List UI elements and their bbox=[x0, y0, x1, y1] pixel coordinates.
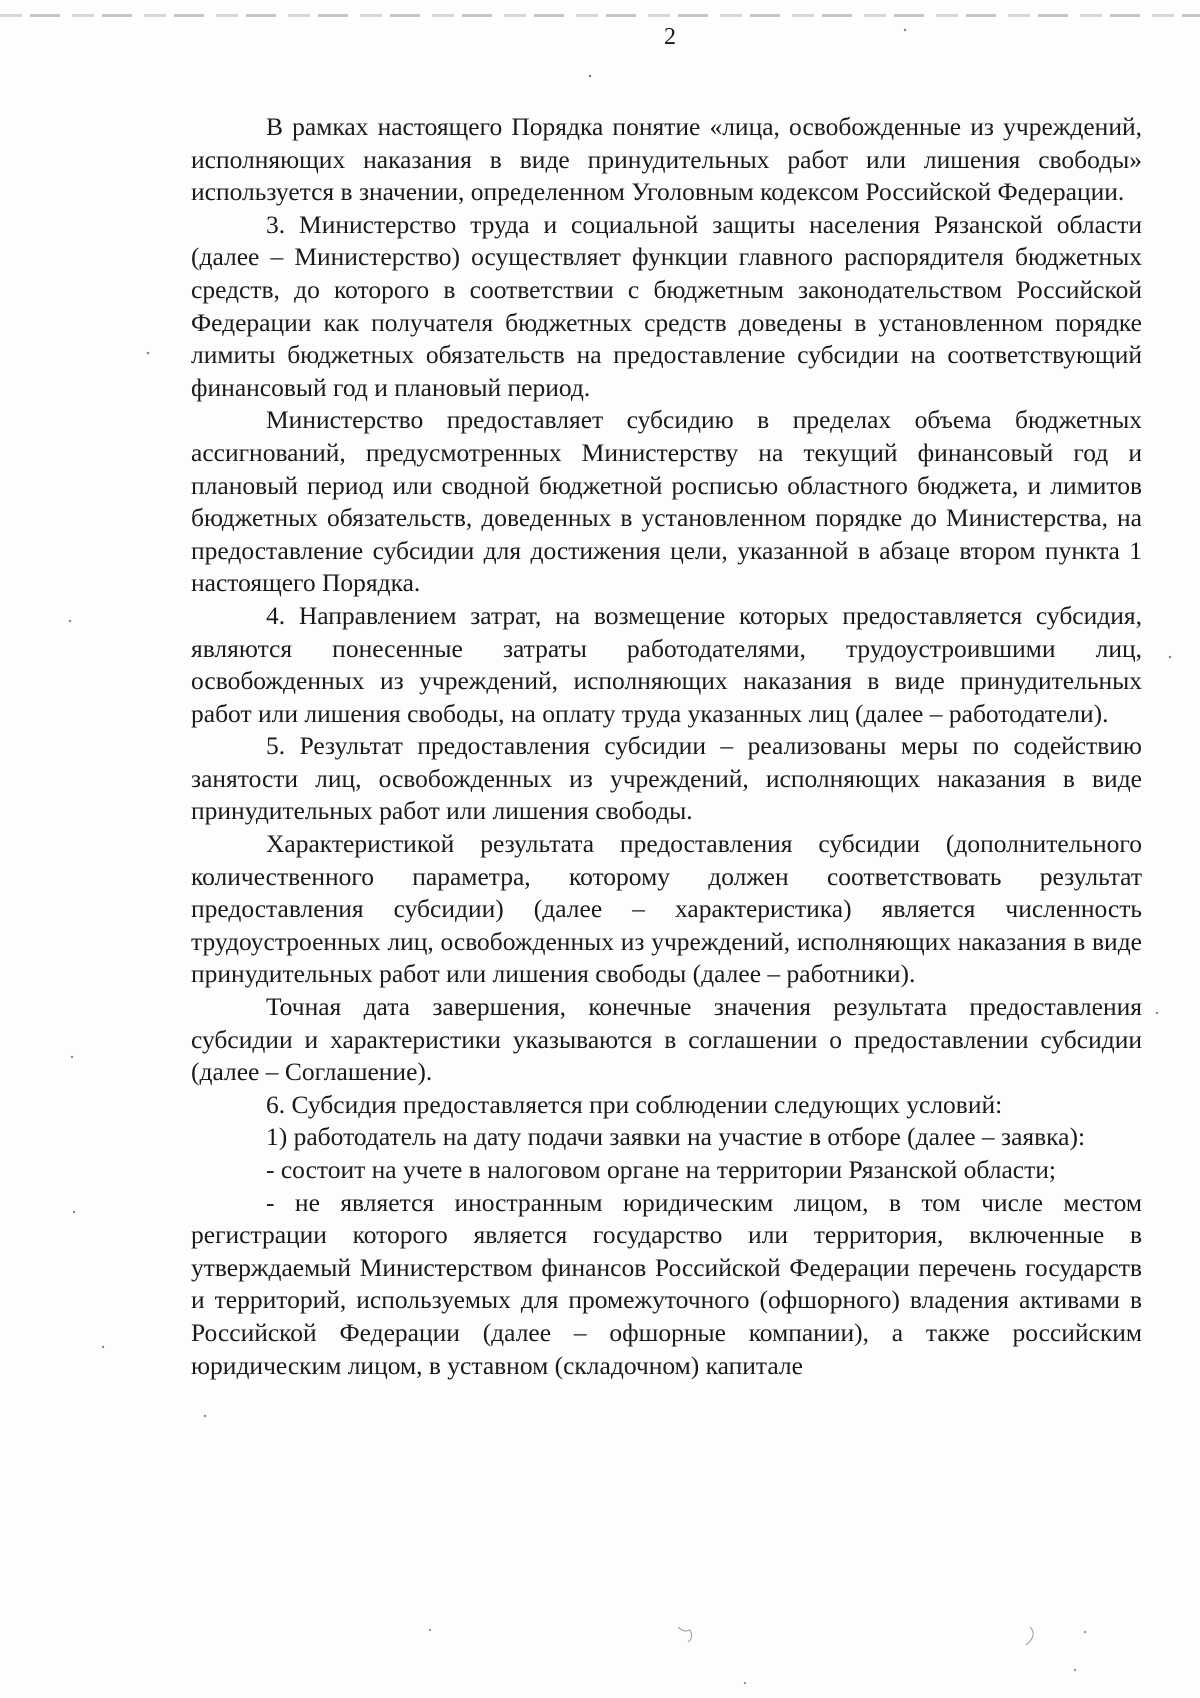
paragraph-bullet-offshore: - не является иностранным юридическим лицом, в том числе местом регистрации которого является государство или территория, включенные в утверждаемый Министерством финансов Российской Федерации перечень государств и территорий, используемых для промежуточного (офшорного) владения активами в Российской Федерации (далее – офшорные компании), а также российским юридическим лицом, в уставном (складочном) капитале bbox=[191, 1187, 1142, 1380]
paragraph-completion-date: Точная дата завершения, конечные значения результата предоставления субсидии и характеристики указываются в соглашении о предоставлении субсидии (далее – Соглашение). bbox=[191, 992, 1142, 1087]
paragraph-item-5: 5. Результат предоставления субсидии – реализованы меры по содействию занятости лиц, освобожденных из учреждений, исполняющих наказания в виде принудительных работ или лишения свободы. bbox=[191, 731, 1142, 826]
page-number: 2 bbox=[664, 24, 676, 50]
paragraph-subitem-1: 1) работодатель на дату подачи заявки на участие в отборе (далее – заявка): bbox=[266, 1122, 1086, 1152]
paragraph-definition: В рамках настоящего Порядка понятие «лица, освобожденные из учреждений, исполняющих наказания в виде принудительных работ или лишения свободы» используется в значении, определенном Уголовным кодексом Российской Федерации. bbox=[191, 112, 1142, 207]
scan-top-edge bbox=[0, 14, 1200, 17]
paragraph-item-4: 4. Направлением затрат, на возмещение которых предоставляется субсидия, являются понесенные затраты работодателями, трудоустроившими лиц, освобожденных из учреждений, исполняющих наказания в виде принудительных работ или лишения свободы, на оплату труда указанных лиц (далее – работодатели). bbox=[191, 600, 1142, 728]
paragraph-item-3: 3. Министерство труда и социальной защиты населения Рязанской области (далее – Министерство) осуществляет функции главного распорядителя бюджетных средств, до которого в соответствии с бюджетным законодательством Российской Федерации как получателя бюджетных средств доведены в установленном порядке лимиты бюджетных обязательств на предоставление субсидии на соответствующий финансовый год и плановый период. bbox=[191, 209, 1142, 402]
paragraph-characteristic: Характеристикой результата предоставления субсидии (дополнительного количественного параметра, которому должен соответствовать результат предоставления субсидии) (далее – характеристика) является численность трудоустроенных лиц, освобожденных из учреждений, исполняющих наказания в виде принудительных работ или лишения свободы (далее – работники). bbox=[191, 829, 1142, 989]
paragraph-subsidy-limits: Министерство предоставляет субсидию в пределах объема бюджетных ассигнований, предусмотренных Министерству на текущий финансовый год и плановый период или сводной бюджетной росписью областного бюджета, и лимитов бюджетных обязательств, доведенных в установленном порядке до Министерства, на предоставление субсидии для достижения цели, указанной в абзаце втором пункта 1 настоящего Порядка. bbox=[191, 405, 1142, 598]
paragraph-bullet-tax: - состоит на учете в налоговом органе на территории Рязанской области; bbox=[266, 1155, 1057, 1184]
document-body bbox=[191, 111, 1142, 1382]
paragraph-item-6: 6. Субсидия предоставляется при соблюдении следующих условий: bbox=[266, 1089, 1003, 1119]
